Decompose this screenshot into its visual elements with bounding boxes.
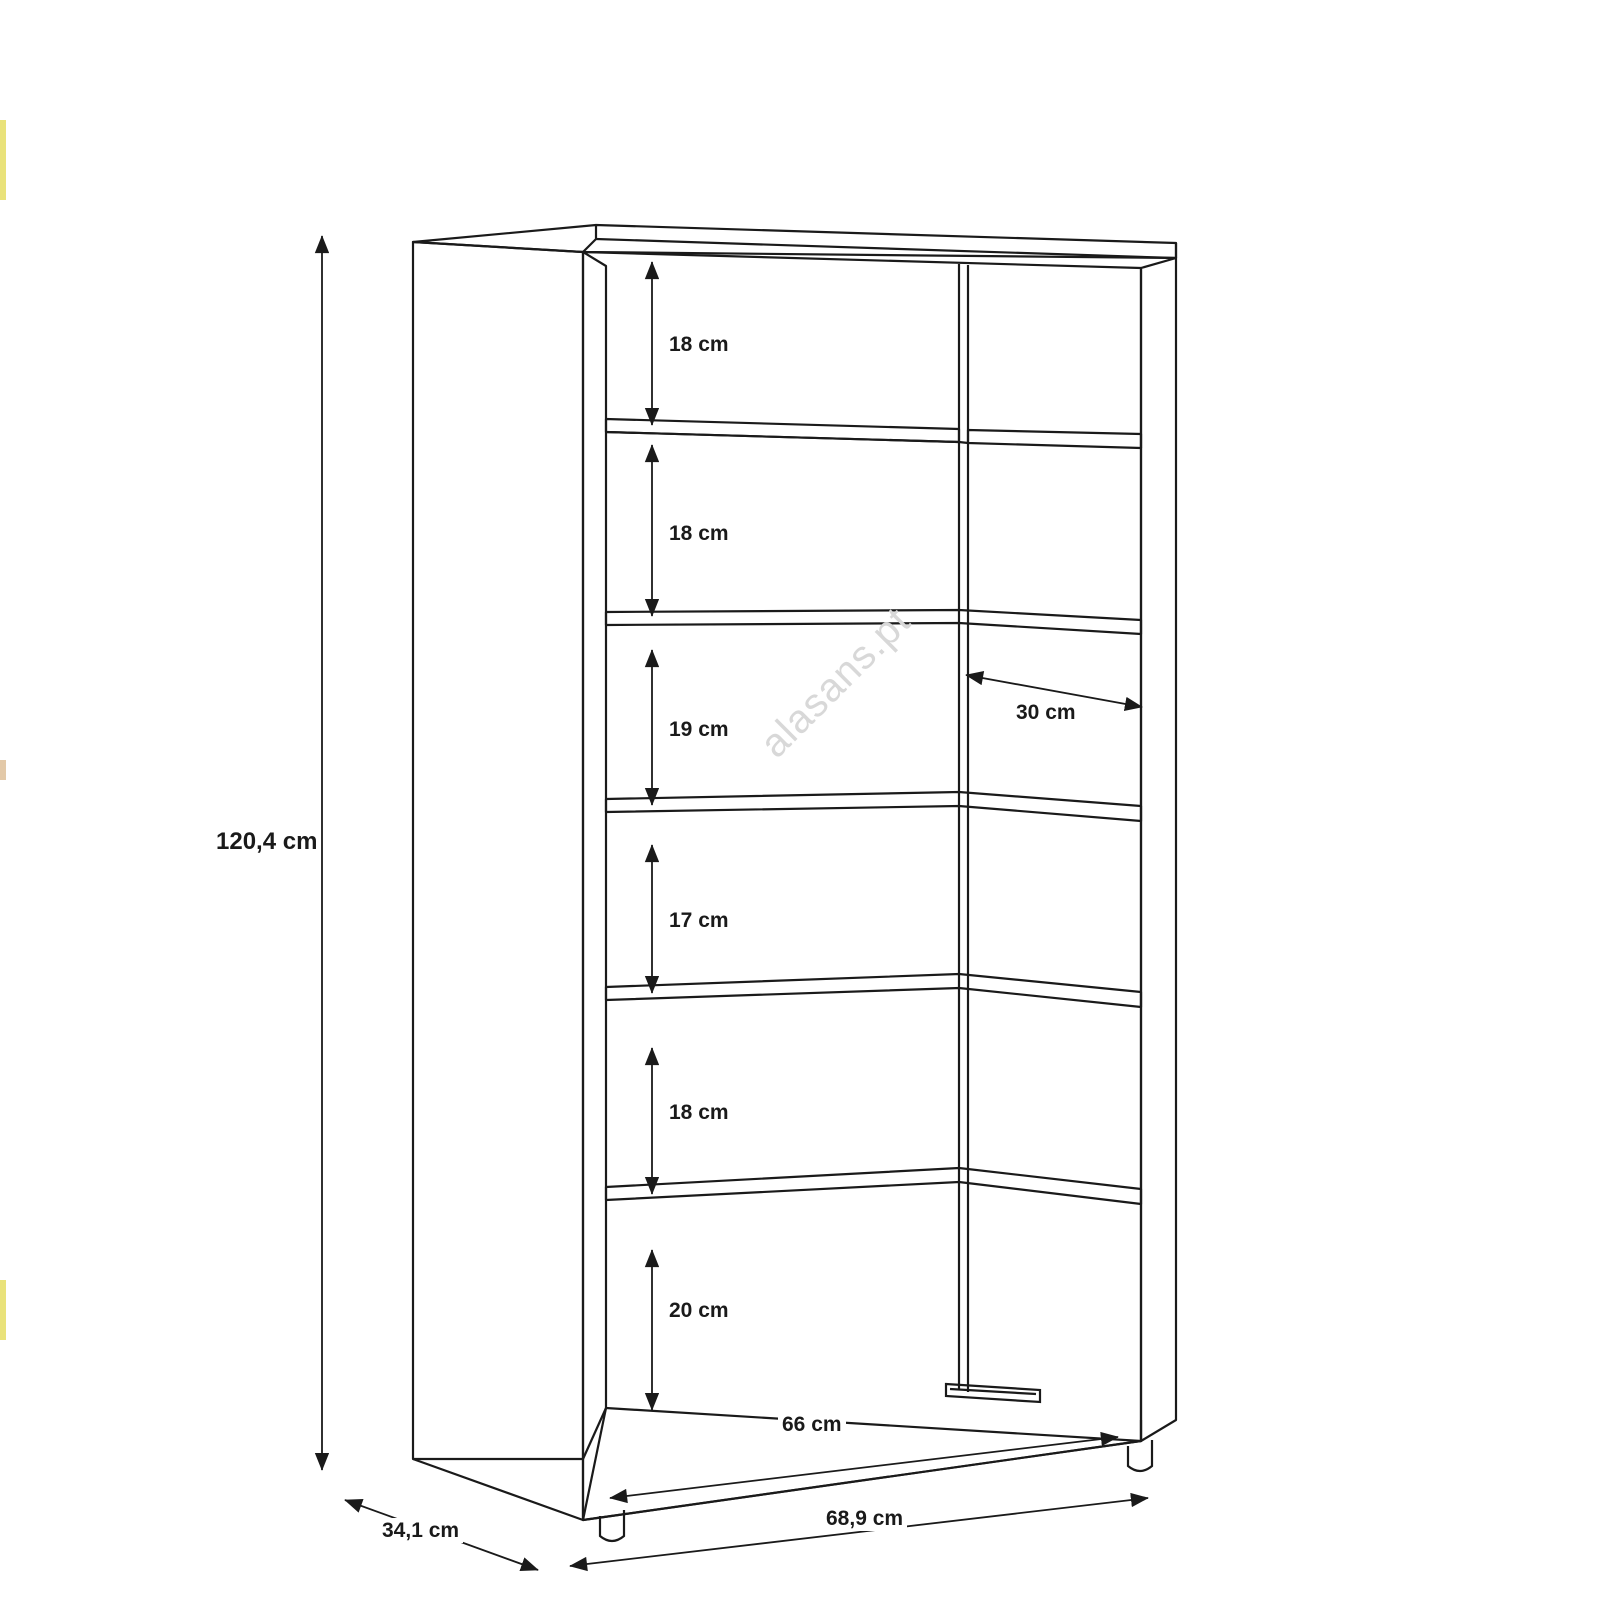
label-total-height: 120,4 cm — [212, 828, 321, 856]
label-gap-5: 18 cm — [665, 1100, 733, 1125]
label-gap-1: 18 cm — [665, 332, 733, 357]
label-total-width: 68,9 cm — [822, 1506, 907, 1531]
label-gap-6: 20 cm — [665, 1298, 733, 1323]
page-edge-mark-middle — [0, 760, 6, 780]
label-gap-3: 19 cm — [665, 717, 733, 742]
page-edge-mark-top — [0, 120, 6, 200]
label-gap-4: 17 cm — [665, 908, 733, 933]
dimension-inner-width — [610, 1437, 1118, 1498]
label-shelf-depth: 30 cm — [1012, 700, 1080, 725]
page-edge-mark-bottom — [0, 1280, 6, 1340]
label-total-depth: 34,1 cm — [378, 1518, 463, 1543]
label-gap-2: 18 cm — [665, 521, 733, 546]
label-inner-width: 66 cm — [778, 1412, 846, 1437]
watermark-text: alasans.pt — [752, 598, 920, 767]
cabinet-body — [413, 225, 1176, 1520]
